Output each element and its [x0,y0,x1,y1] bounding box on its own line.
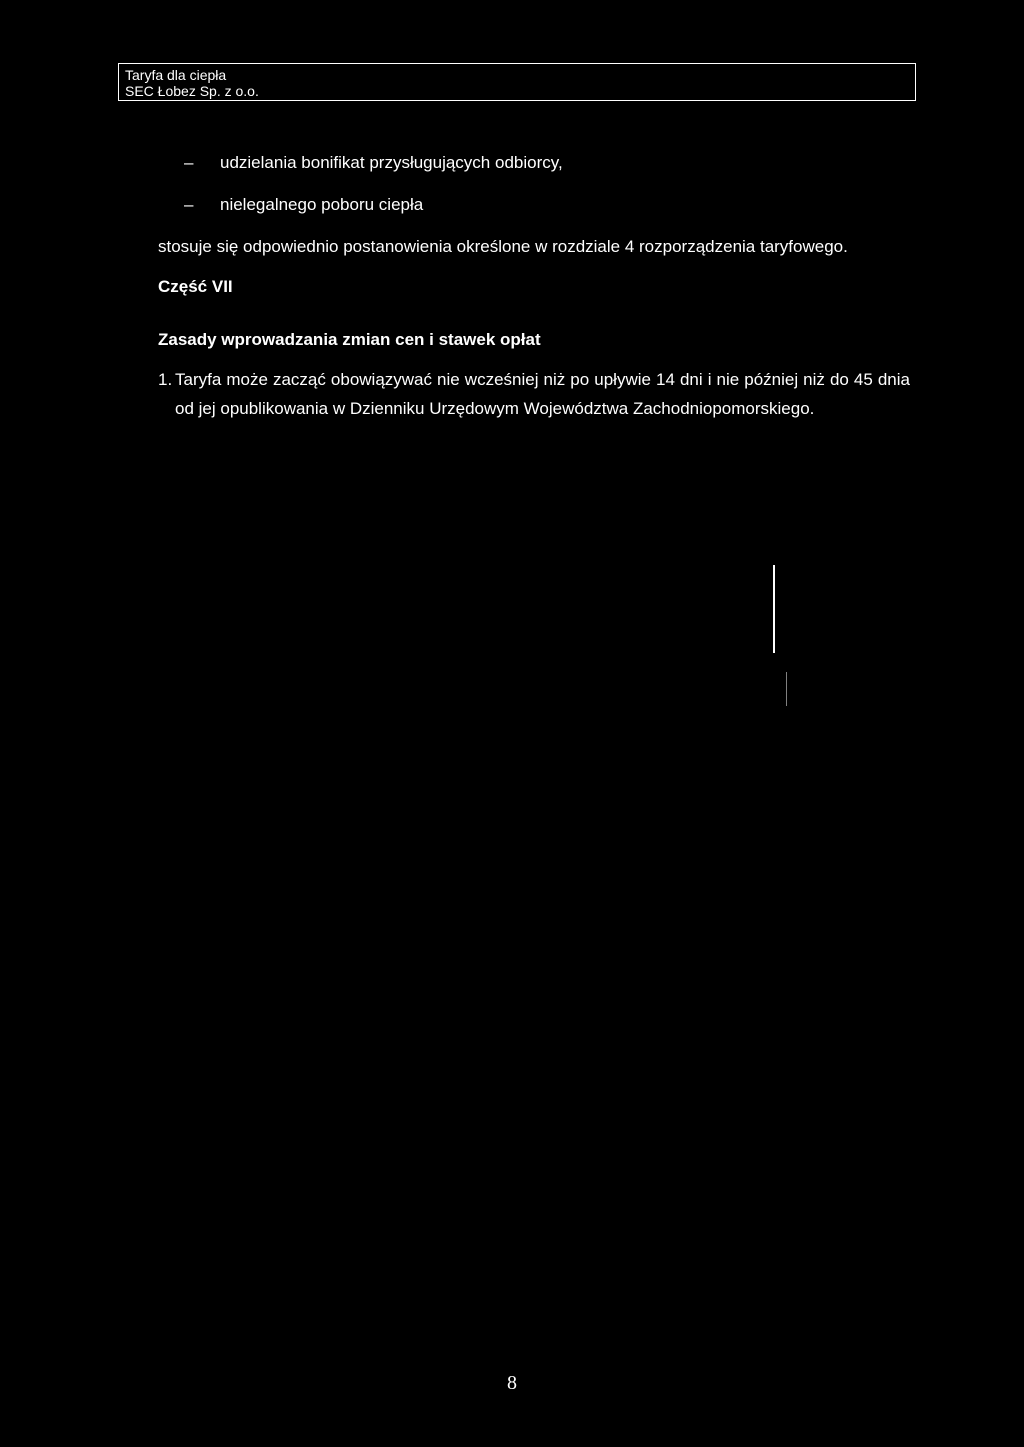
item-number: 1. [158,370,173,389]
item-text: Taryfa może zacząć obowiązywać nie wcześniej niż po upływie 14 dni i nie później niż do 45 dnia od jej opublikowania w Dzienniku Urzędowym Województwa Zachodniopomorskiego. [175,370,910,418]
part-title: Część VII [158,277,233,296]
list-item-text: udzielania bonifikat przysługujących odbiorcy, [220,153,563,172]
scan-artifact-dots [786,672,787,706]
list-item [158,150,910,176]
document-body [158,150,910,423]
header-company: SEC Łobez Sp. z o.o. [125,83,259,99]
header-title: Taryfa dla ciepła [125,67,227,83]
scan-artifact-line [773,565,775,653]
body-paragraph: stosuje się odpowiednio postanowienia określone w rozdziale 4 rozporządzenia taryfowego. [158,237,848,256]
dash-marker: – [184,195,194,214]
list-item-text: nielegalnego poboru ciepła [220,195,424,214]
list-item [158,192,910,218]
section-heading: Zasady wprowadzania zmian cen i stawek opłat [158,330,541,349]
document-header [118,63,916,101]
dash-marker: – [184,153,194,172]
page-number: 8 [507,1372,517,1394]
numbered-item [158,365,910,423]
